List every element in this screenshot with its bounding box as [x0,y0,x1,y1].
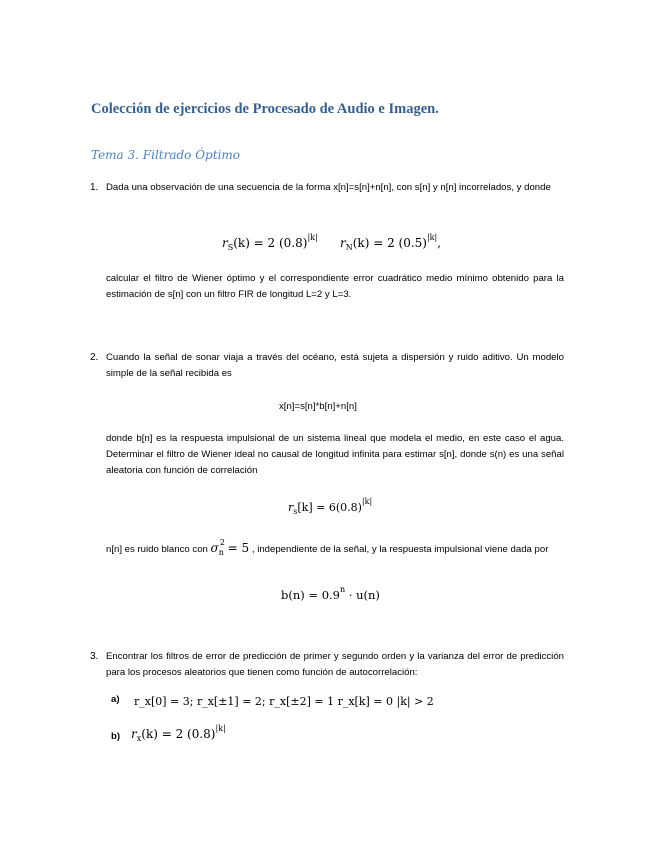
exercise-2-number: 2. [90,352,99,363]
exercise-3-b-label: b) [111,731,121,742]
exercise-2-intro: Cuando la señal de sonar viaja a través del océano, está sujeta a dispersión y ruido aditivo. Un modelo simple de la señal recibida es [106,352,564,379]
exercise-1-text: calcular el filtro de Wiener óptimo y el correspondiente error cuadrático medio mínimo obtenido para la estimación de s[n] con un filtro FIR de longitud L=2 y L=3. [106,273,564,300]
sigma-symbol: σ [210,541,219,555]
exercise-2-noise-text: n[n] es ruido blanco con $\sigma_n^2 = 5$ , independiente de la señal, y la respuesta impulsional viene dada por [106,538,549,557]
exercise-1-intro: Dada una observación de una secuencia de la forma x[n]=s[n]+n[n], con s[n] y n[n] incorrelados, y donde [106,182,551,193]
section-subtitle: Tema 3. Filtrado Óptimo [91,148,241,162]
document-title: Colección de ejercicios de Procesado de Audio e Imagen. [91,101,439,117]
exercise-1-formula-rn: $r_N(k) = 2$ $(0.5)^{|k|}$, [340,233,442,252]
exercise-1-number: 1. [90,182,99,193]
exercise-2-b-formula: $b(n) = 0.9^n \cdot u(n)$ [281,585,380,602]
exercise-1-formula-rs: $r_S(k) = 2$ $(0.8)^{|k|}$ [222,233,318,252]
exercise-2-text: donde b[n] es la respuesta impulsional de un sistema lineal que modela el medio, en este caso el agua. Determinar el filtro de Wiener ideal no causal de longitud infinita para estimar s[n], donde s(n) es una señal aleatoria con función de correlación [106,433,564,476]
exercise-3-a-formula: r_x[0] = 3; r_x[±1] = 2; r_x[±2] = 1 r_x[k] = 0 |k| > 2 [134,695,434,708]
exercise-3-b-formula: $r_x(k) = 2$ $(0.8)^{|k|}$ [131,724,226,743]
exercise-3-number: 3. [90,651,99,662]
exercise-3-a-label: a) [111,694,120,705]
exercise-2-formula-rs: $r_s[k] = 6(0.8)^{|k|}$ [288,497,373,516]
exercise-2-model: x[n]=s[n]*b[n]+n[n] [279,401,357,412]
exercise-3-intro: Encontrar los filtros de error de predicción de primer y segundo orden y la varianza del error de predicción para los procesos aleatorios que tienen como función de autocorrelación: [106,651,564,678]
